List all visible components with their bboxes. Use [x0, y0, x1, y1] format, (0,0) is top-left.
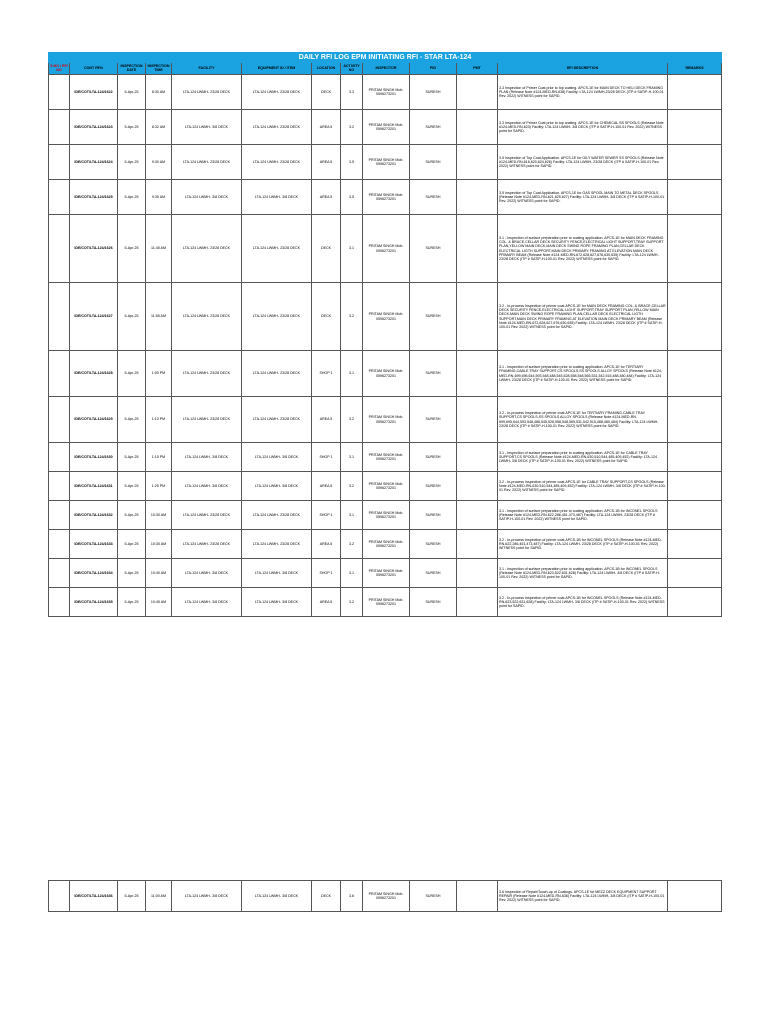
cell-inspector: PRITAM SINGH Mob. 0596273201	[363, 501, 410, 530]
cell-location: DECK	[312, 881, 341, 912]
rfi-log-extra-table	[48, 880, 722, 912]
table-row	[49, 472, 722, 501]
cell-cont: IDE/COT/LTA-124/1629	[70, 397, 118, 443]
cell-time: 11:45 AM	[146, 215, 172, 283]
cell-inspector: PRITAM SINGH Mob. 0596273201	[363, 881, 410, 912]
cell-remarks	[668, 110, 722, 145]
rfi-log-sheet	[48, 52, 721, 617]
cell-cont: IDE/COT/LTA-124/1628	[70, 351, 118, 397]
cell-inspector: PRITAM SINGH Mob. 0596273201	[363, 75, 410, 110]
cell-inspector: PRITAM SINGH Mob. 0596273201	[363, 351, 410, 397]
cell-equipment: LTA-124 LWMH- 3/8 DECK	[242, 443, 312, 472]
cell-cont: IDE/COT/LTA-124/1627	[70, 283, 118, 351]
table-row	[49, 530, 722, 559]
cell-time: 10:35 AM	[146, 530, 172, 559]
cell-remarks	[668, 559, 722, 588]
cell-sr	[49, 215, 70, 283]
cell-inspector: PRITAM SINGH Mob. 0596273201	[363, 283, 410, 351]
cell-pmt	[457, 283, 498, 351]
cell-pmt	[457, 472, 498, 501]
cell-activity: 3.2	[341, 397, 363, 443]
cell-pid: SURESH	[410, 530, 457, 559]
cell-location: DECK	[312, 75, 341, 110]
cell-location: AREA 5	[312, 588, 341, 617]
cell-date: 5-Apr-25	[118, 881, 146, 912]
cell-time: 10:40 AM	[146, 559, 172, 588]
cell-remarks	[668, 501, 722, 530]
cell-pmt	[457, 881, 498, 912]
cell-cont: IDE/COT/LTA-124/1636	[70, 881, 118, 912]
table-row	[49, 559, 722, 588]
col-header-remarks: REMARKS	[668, 63, 722, 75]
cell-activity: 3.1	[341, 215, 363, 283]
cell-facility: LTA-124 LWMH- 3/8 DECK	[172, 559, 242, 588]
cell-equipment: LTA-124 LWMH- 3/8 DECK	[242, 559, 312, 588]
cell-inspector: PRITAM SINGH Mob. 0596273201	[363, 145, 410, 180]
cell-inspector: PRITAM SINGH Mob. 0596273201	[363, 472, 410, 501]
cell-remarks	[668, 881, 722, 912]
cell-equipment: LTA-124 LWMH- 23/28 DECK	[242, 351, 312, 397]
cell-facility: LTA-124 LWMH- 23/28 DECK	[172, 145, 242, 180]
cell-date: 5-Apr-25	[118, 443, 146, 472]
cell-pmt	[457, 351, 498, 397]
cell-time: 11:00 AM	[146, 881, 172, 912]
cell-location: SHOP 1	[312, 501, 341, 530]
cell-cont: IDE/COT/LTA-124/1634	[70, 559, 118, 588]
cell-time: 1:00 PM	[146, 351, 172, 397]
cell-location: AREA 5	[312, 145, 341, 180]
cell-date: 5-Apr-25	[118, 180, 146, 215]
cell-cont: IDE/COT/LTA-124/1624	[70, 145, 118, 180]
cell-pmt	[457, 530, 498, 559]
cell-equipment: LTA-124 LWMH- 3/8 DECK	[242, 472, 312, 501]
table-row	[49, 501, 722, 530]
cell-remarks	[668, 443, 722, 472]
cell-facility: LTA-124 LWMH- 3/8 DECK	[172, 443, 242, 472]
cell-sr	[49, 180, 70, 215]
cell-description: 3.3 Inspection of Primer Coat prior to top coating. APCS-1E for MAIN DECK TO HELI DECK FRAMING PLAN (Release Note #124-MED-RN-638) Facility: LTA-124 LWMH-23/28 DECK (ITP # SATIP-H-100-01 Rev. 2022) WITNESS point for SAPID.	[498, 75, 668, 110]
cell-inspector: PRITAM SINGH Mob. 0596273201	[363, 559, 410, 588]
cell-equipment: LTA-124 LWMH- 23/28 DECK	[242, 145, 312, 180]
rfi-log-extra	[48, 880, 721, 912]
cell-date: 5-Apr-25	[118, 110, 146, 145]
cell-sr	[49, 530, 70, 559]
cell-inspector: PRITAM SINGH Mob. 0596273201	[363, 530, 410, 559]
cell-location: SHOP 1	[312, 443, 341, 472]
cell-pid: SURESH	[410, 75, 457, 110]
cell-pid: SURESH	[410, 283, 457, 351]
cell-description: 3.2 - In-process Inspection of primer coat.APCS-1E for CABLE TRAY SUPPORT,CS SPOOLS (Release Note #124-MED-RN-630,510,544,485,409,452) Facility: LTA-124 LWMH- 3/8 DECK (ITP # SATIP-H-100-01 Rev. 2022) WITNESS point for SAPID.	[498, 472, 668, 501]
cell-description: 3.3 Inspection of Primer Coat prior to top coating. APCS-1E for CHEMICAL SS SPOOLS (Release Note #124-MED-RN-623) Facility: LTA-124 LWMH- 3/8 DECK (ITP # SATIP-H-100-01 Rev. 2022) WITNESS point for SAPID.	[498, 110, 668, 145]
table-row	[49, 351, 722, 397]
cell-date: 5-Apr-25	[118, 501, 146, 530]
cell-inspector: PRITAM SINGH Mob. 0596273201	[363, 443, 410, 472]
cell-cont: IDE/COT/LTA-124/1633	[70, 530, 118, 559]
cell-pid: SURESH	[410, 501, 457, 530]
cell-sr	[49, 283, 70, 351]
cell-equipment: LTA-124 LWMH- 3/8 DECK	[242, 588, 312, 617]
cell-date: 5-Apr-25	[118, 283, 146, 351]
cell-equipment: LTA-124 LWMH- 23/28 DECK	[242, 110, 312, 145]
cell-location: AREA 5	[312, 110, 341, 145]
rfi-log-table	[48, 52, 722, 617]
col-header-sr: S.NO / RFI NO	[49, 63, 70, 75]
cell-pid: SURESH	[410, 588, 457, 617]
cell-description: 3.1 - Inspection of surface preparation prior to coating application. APCS-1B for INCONEL SPOOLS (Release Note #124-MED-RN-623,522,631,628) Facility: LTA-124 LWMH- 3/8 DECK (ITP # SATIP-H-100-01 Rev. 2022) WITNESS point for SAPID.	[498, 559, 668, 588]
cell-facility: LTA-124 LWMH- 3/8 DECK	[172, 881, 242, 912]
cell-remarks	[668, 351, 722, 397]
table-row	[49, 110, 722, 145]
cell-description: 3.2 - In-process Inspection of primer coat.APCS-1E for MAIN DECK FRAMING COL. & BRACE,CELLAR DECK SECURITY FENCE,ELECTRICAL LIGHT SUPPORT,TRAY SUPPORT PLAN,YELLOW MAIN DECK,MAIN DECK SWING ROPE FRAMING PLAN,CELLAR DECK ELECTRICAL LIGTH SUPPORT,MAIN DECK PRIMARY FRAMING AT ELEVATION MAIN DECK PRIMARY BEAM (Release Note #124-MED-RN-672,628,627,676,630,635) Facility: LTA-124 LWMH- 23/28 DECK (ITP # SATIP-H-100-01 Rev. 2022) WITNESS point for SAPID.	[498, 283, 668, 351]
cell-facility: LTA-124 LWMH- 3/8 DECK	[172, 588, 242, 617]
cell-facility: LTA-124 LWMH- 23/28 DECK	[172, 351, 242, 397]
cell-pid: SURESH	[410, 443, 457, 472]
cell-sr	[49, 110, 70, 145]
cell-description: 3.1 - Inspection of surface preparation prior to coating application. APCS-1B for INCONEL SPOOLS (Release Note #124-MED-RN-622,286,451,473,487) Facility: LTA-124 LWMH- 23/28 DECK (ITP # SATIP-H-100-01 Rev. 2022) WITNESS point for SAPID.	[498, 501, 668, 530]
cell-cont: IDE/COT/LTA-124/1632	[70, 501, 118, 530]
cell-inspector: PRITAM SINGH Mob. 0596273201	[363, 110, 410, 145]
cell-description: 3.5 Inspection of Top Coat Application. APCS-1E for GAS SPOOL MAIN TO METAL DECK SPOOLS (Release Note #124-MED-RN-621,625,627) Facility: LTA-124 LWMH- 3/8 DECK (ITP # SATIP-H-100-01 Rev. 2022) WITNESS point for SAPID.	[498, 180, 668, 215]
cell-location: DECK	[312, 283, 341, 351]
cell-location: AREA 5	[312, 180, 341, 215]
cell-inspector: PRITAM SINGH Mob. 0596273201	[363, 397, 410, 443]
cell-equipment: LTA-124 LWMH- 23/28 DECK	[242, 75, 312, 110]
cell-activity: 3.5	[341, 180, 363, 215]
cell-remarks	[668, 472, 722, 501]
cell-equipment: LTA-124 LWMH- 23/28 DECK	[242, 283, 312, 351]
col-header-activity: ACTIVITY NO	[341, 63, 363, 75]
col-header-pmt: PMT	[457, 63, 498, 75]
cell-remarks	[668, 145, 722, 180]
col-header-equipment: EQUIPMENT ID / ITEM	[242, 63, 312, 75]
cell-date: 5-Apr-25	[118, 215, 146, 283]
sheet-title: DAILY RFI LOG EPM INITIATING RFI - STAR LTA-124	[49, 53, 722, 63]
cell-activity: 3.2	[341, 110, 363, 145]
cell-remarks	[668, 75, 722, 110]
cell-pid: SURESH	[410, 559, 457, 588]
cell-time: 8:30 AM	[146, 75, 172, 110]
cell-facility: LTA-124 LWMH- 23/28 DECK	[172, 501, 242, 530]
cell-facility: LTA-124 LWMH- 23/28 DECK	[172, 215, 242, 283]
cell-sr	[49, 145, 70, 180]
cell-equipment: LTA-124 LWMH- 23/28 DECK	[242, 215, 312, 283]
cell-facility: LTA-124 LWMH- 3/8 DECK	[172, 180, 242, 215]
cell-remarks	[668, 530, 722, 559]
cell-pmt	[457, 559, 498, 588]
cell-time: 1:25 PM	[146, 472, 172, 501]
cell-description: 3.1 - Inspection of surface preparation prior to coating application. APCS-1E for MAIN DECK FRAMING COL. & BRACE,CELLAR DECK SECURITY FENCE,ELECTRICAL LIGHT SUPPORT,TRAY SUPPORT PLAN,YELLOW MAIN DECK,MAIN DECK SWING ROPE FRAMING PLAN,CELLAR DECK ELECTRICAL LIGTH SUPPORT,MAIN DECK PRIMARY FRAMING AT ELEVATION MAIN DECK PRIMARY BEAM (Release Note #124-MED-RN-672,628,627,676,630,635) Facility: LTA-124 LWMH- 23/28 DECK (ITP # SATIP-H-100-01 Rev. 2022) WITNESS point for SAPID.	[498, 215, 668, 283]
col-header-cont: CONT RFI#	[70, 63, 118, 75]
cell-location: SHOP 1	[312, 351, 341, 397]
header-row	[49, 63, 722, 75]
cell-time: 9:35 AM	[146, 180, 172, 215]
cell-pmt	[457, 75, 498, 110]
cell-time: 10:45 AM	[146, 588, 172, 617]
cell-date: 5-Apr-25	[118, 530, 146, 559]
table-row	[49, 180, 722, 215]
cell-sr	[49, 397, 70, 443]
cell-time: 9:30 AM	[146, 145, 172, 180]
table-row	[49, 283, 722, 351]
cell-facility: LTA-124 LWMH- 23/28 DECK	[172, 397, 242, 443]
cell-date: 5-Apr-25	[118, 75, 146, 110]
cell-location: SHOP 1	[312, 559, 341, 588]
cell-time: 10:30 AM	[146, 501, 172, 530]
cell-date: 5-Apr-25	[118, 588, 146, 617]
cell-inspector: PRITAM SINGH Mob. 0596273201	[363, 215, 410, 283]
cell-date: 5-Apr-25	[118, 559, 146, 588]
table-row	[49, 397, 722, 443]
cell-facility: LTA-124 LWMH- 3/8 DECK	[172, 472, 242, 501]
table-row	[49, 443, 722, 472]
cell-description: 3.2 - In-process Inspection of primer coat.APCS-1E for TERTIARY FRAMING,CABLE TRAY SUPPORT,CS SPOOLS,SS SPOOLS ALLOY SPOOLS (Release Note #124-MED-RN-699,695,644,593,548,488,545,528,558,548,565,531,542,515,488,480,484) Facility: LTA-124 LWMH- 23/28 DECK (ITP # SATIP-H-100-01 Rev. 2022) WITNESS point for SAPID.	[498, 397, 668, 443]
cell-sr	[49, 472, 70, 501]
cell-facility: LTA-124 LWMH- 23/28 DECK	[172, 75, 242, 110]
cell-facility: LTA-124 LWMH- 3/8 DECK	[172, 110, 242, 145]
cell-pid: SURESH	[410, 881, 457, 912]
cell-time: 1:15 PM	[146, 443, 172, 472]
cell-remarks	[668, 215, 722, 283]
col-header-inspector: INSPECTOR	[363, 63, 410, 75]
cell-time: 11:55 AM	[146, 283, 172, 351]
cell-date: 5-Apr-25	[118, 351, 146, 397]
cell-activity: 3.1	[341, 501, 363, 530]
cell-pmt	[457, 443, 498, 472]
cell-activity: 3.1	[341, 351, 363, 397]
cell-inspector: PRITAM SINGH Mob. 0596273201	[363, 588, 410, 617]
cell-sr	[49, 443, 70, 472]
table-row	[49, 588, 722, 617]
cell-facility: LTA-124 LWMH- 23/28 DECK	[172, 530, 242, 559]
cell-pid: SURESH	[410, 180, 457, 215]
cell-pid: SURESH	[410, 110, 457, 145]
cell-equipment: LTA-124 LWMH- 23/28 DECK	[242, 530, 312, 559]
cell-pid: SURESH	[410, 472, 457, 501]
cell-pmt	[457, 180, 498, 215]
cell-equipment: LTA-124 LWMH- 3/8 DECK	[242, 881, 312, 912]
cell-cont: IDE/COT/LTA-124/1626	[70, 215, 118, 283]
cell-activity: 3.1	[341, 559, 363, 588]
cell-pmt	[457, 145, 498, 180]
table-row	[49, 75, 722, 110]
cell-cont: IDE/COT/LTA-124/1631	[70, 472, 118, 501]
cell-pid: SURESH	[410, 215, 457, 283]
cell-activity: 3.2	[341, 588, 363, 617]
cell-description: 3.2 - In-process Inspection of primer coat.APCS-1B for INCONEL SPOOLS (Release Note #124-MED-RN-623,522,631,628) Facility: LTA-124 LWMH- 3/8 DECK (ITP # SATIP-H-100-01 Rev. 2022) WITNESS point for SAPID.	[498, 588, 668, 617]
cell-sr	[49, 588, 70, 617]
cell-inspector: PRITAM SINGH Mob. 0596273201	[363, 180, 410, 215]
cell-date: 5-Apr-25	[118, 472, 146, 501]
cell-pmt	[457, 501, 498, 530]
cell-equipment: LTA-124 LWMH- 23/28 DECK	[242, 501, 312, 530]
cell-description: 3.2 - In-process Inspection of primer coat.APCS-1B for INCONEL SPOOLS (Release Note #124-MED-RN-622,286,451,473,487) Facility: LTA-124 LWMH- 23/28 DECK (ITP # SATIP-H-100-01 Rev. 2022) WITNESS point for SAPID.	[498, 530, 668, 559]
cell-pid: SURESH	[410, 145, 457, 180]
cell-remarks	[668, 588, 722, 617]
cell-activity: 3.3	[341, 75, 363, 110]
col-header-location: LOCATION	[312, 63, 341, 75]
cell-description: 3.1 - Inspection of surface preparation prior to coating application. APCS-1E for TERTIARY FRAMING,CABLE TRAY SUPPORT,CS SPOOLS,SS SPOOLS ALLOY SPOOLS (Release Note #124-MED-RN-699,695,644,593,548,488,545,528,558,548,565,531,542,515,488,480,484) Facility: LTA-124 LWMH- 23/28 DECK (ITP # SATIP-H-100-01 Rev. 2022) WITNESS point for SAPID.	[498, 351, 668, 397]
cell-pid: SURESH	[410, 397, 457, 443]
cell-equipment: LTA-124 LWMH- 23/28 DECK	[242, 397, 312, 443]
cell-activity: 3.6	[341, 881, 363, 912]
col-header-inspection-date: INSPECTION DATE	[118, 63, 146, 75]
cell-description: 3.6 Inspection of Repair/Touch-up of Coatings. APCS-1E for MEZZ DECK EQUIPMENT SUPPORT REPAIR (Release Note #124-MED-RN-636) Facility: LTA-124 LWMH- 3/8 DECK (ITP # SATIP-H-100-01 Rev. 2022) WITNESS point for SAPID.	[498, 881, 668, 912]
cell-cont: IDE/COT/LTA-124/1630	[70, 443, 118, 472]
cell-equipment: LTA-124 LWMH- 3/8 DECK	[242, 180, 312, 215]
cell-sr	[49, 881, 70, 912]
cell-activity: 3.2	[341, 283, 363, 351]
cell-cont: IDE/COT/LTA-124/1622	[70, 75, 118, 110]
cell-cont: IDE/COT/LTA-124/1623	[70, 110, 118, 145]
cell-sr	[49, 501, 70, 530]
cell-location: AREA 5	[312, 530, 341, 559]
cell-sr	[49, 559, 70, 588]
cell-activity: 3.2	[341, 472, 363, 501]
table-row	[49, 145, 722, 180]
cell-activity: 3.1	[341, 443, 363, 472]
cell-time: 8:32 AM	[146, 110, 172, 145]
cell-description: 3.5 Inspection of Top Coat Application. APCS-1E for OILY WATER SEWER SS SPOOLS (Release Note #124-MED-RN-616,620,624,626) Facility: LTA-124 LWMH- 23/28 DECK (ITP # SATIP-H-100-01 Rev. 2022) WITNESS point for SAPID.	[498, 145, 668, 180]
col-header-inspection-time: INSPECTION TIME	[146, 63, 172, 75]
table-row	[49, 215, 722, 283]
table-row	[49, 881, 722, 912]
cell-facility: LTA-124 LWMH- 23/28 DECK	[172, 283, 242, 351]
cell-pmt	[457, 215, 498, 283]
cell-date: 5-Apr-25	[118, 397, 146, 443]
col-header-description: RFI DESCRIPTION	[498, 63, 668, 75]
cell-pmt	[457, 110, 498, 145]
cell-location: DECK	[312, 215, 341, 283]
cell-sr	[49, 75, 70, 110]
col-header-facility: FACILITY	[172, 63, 242, 75]
cell-remarks	[668, 283, 722, 351]
cell-pid: SURESH	[410, 351, 457, 397]
cell-remarks	[668, 180, 722, 215]
cell-location: AREA 5	[312, 472, 341, 501]
cell-activity: 3.2	[341, 530, 363, 559]
cell-time: 1:10 PM	[146, 397, 172, 443]
cell-pmt	[457, 588, 498, 617]
cell-cont: IDE/COT/LTA-124/1625	[70, 180, 118, 215]
cell-location: AREA 5	[312, 397, 341, 443]
cell-pmt	[457, 397, 498, 443]
cell-remarks	[668, 397, 722, 443]
cell-date: 5-Apr-25	[118, 145, 146, 180]
cell-description: 3.1 - Inspection of surface preparation prior to coating application. APCS-1E for CABLE TRAY SUPPORT,CS SPOOLS (Release Note #124-MED-RN-630,510,544,485,409,452) Facility: LTA-124 LWMH- 3/8 DECK (ITP # SATIP-H-100-01 Rev. 2022) WITNESS point for SAPID.	[498, 443, 668, 472]
cell-activity: 3.5	[341, 145, 363, 180]
col-header-pid: PID	[410, 63, 457, 75]
cell-sr	[49, 351, 70, 397]
cell-cont: IDE/COT/LTA-124/1635	[70, 588, 118, 617]
